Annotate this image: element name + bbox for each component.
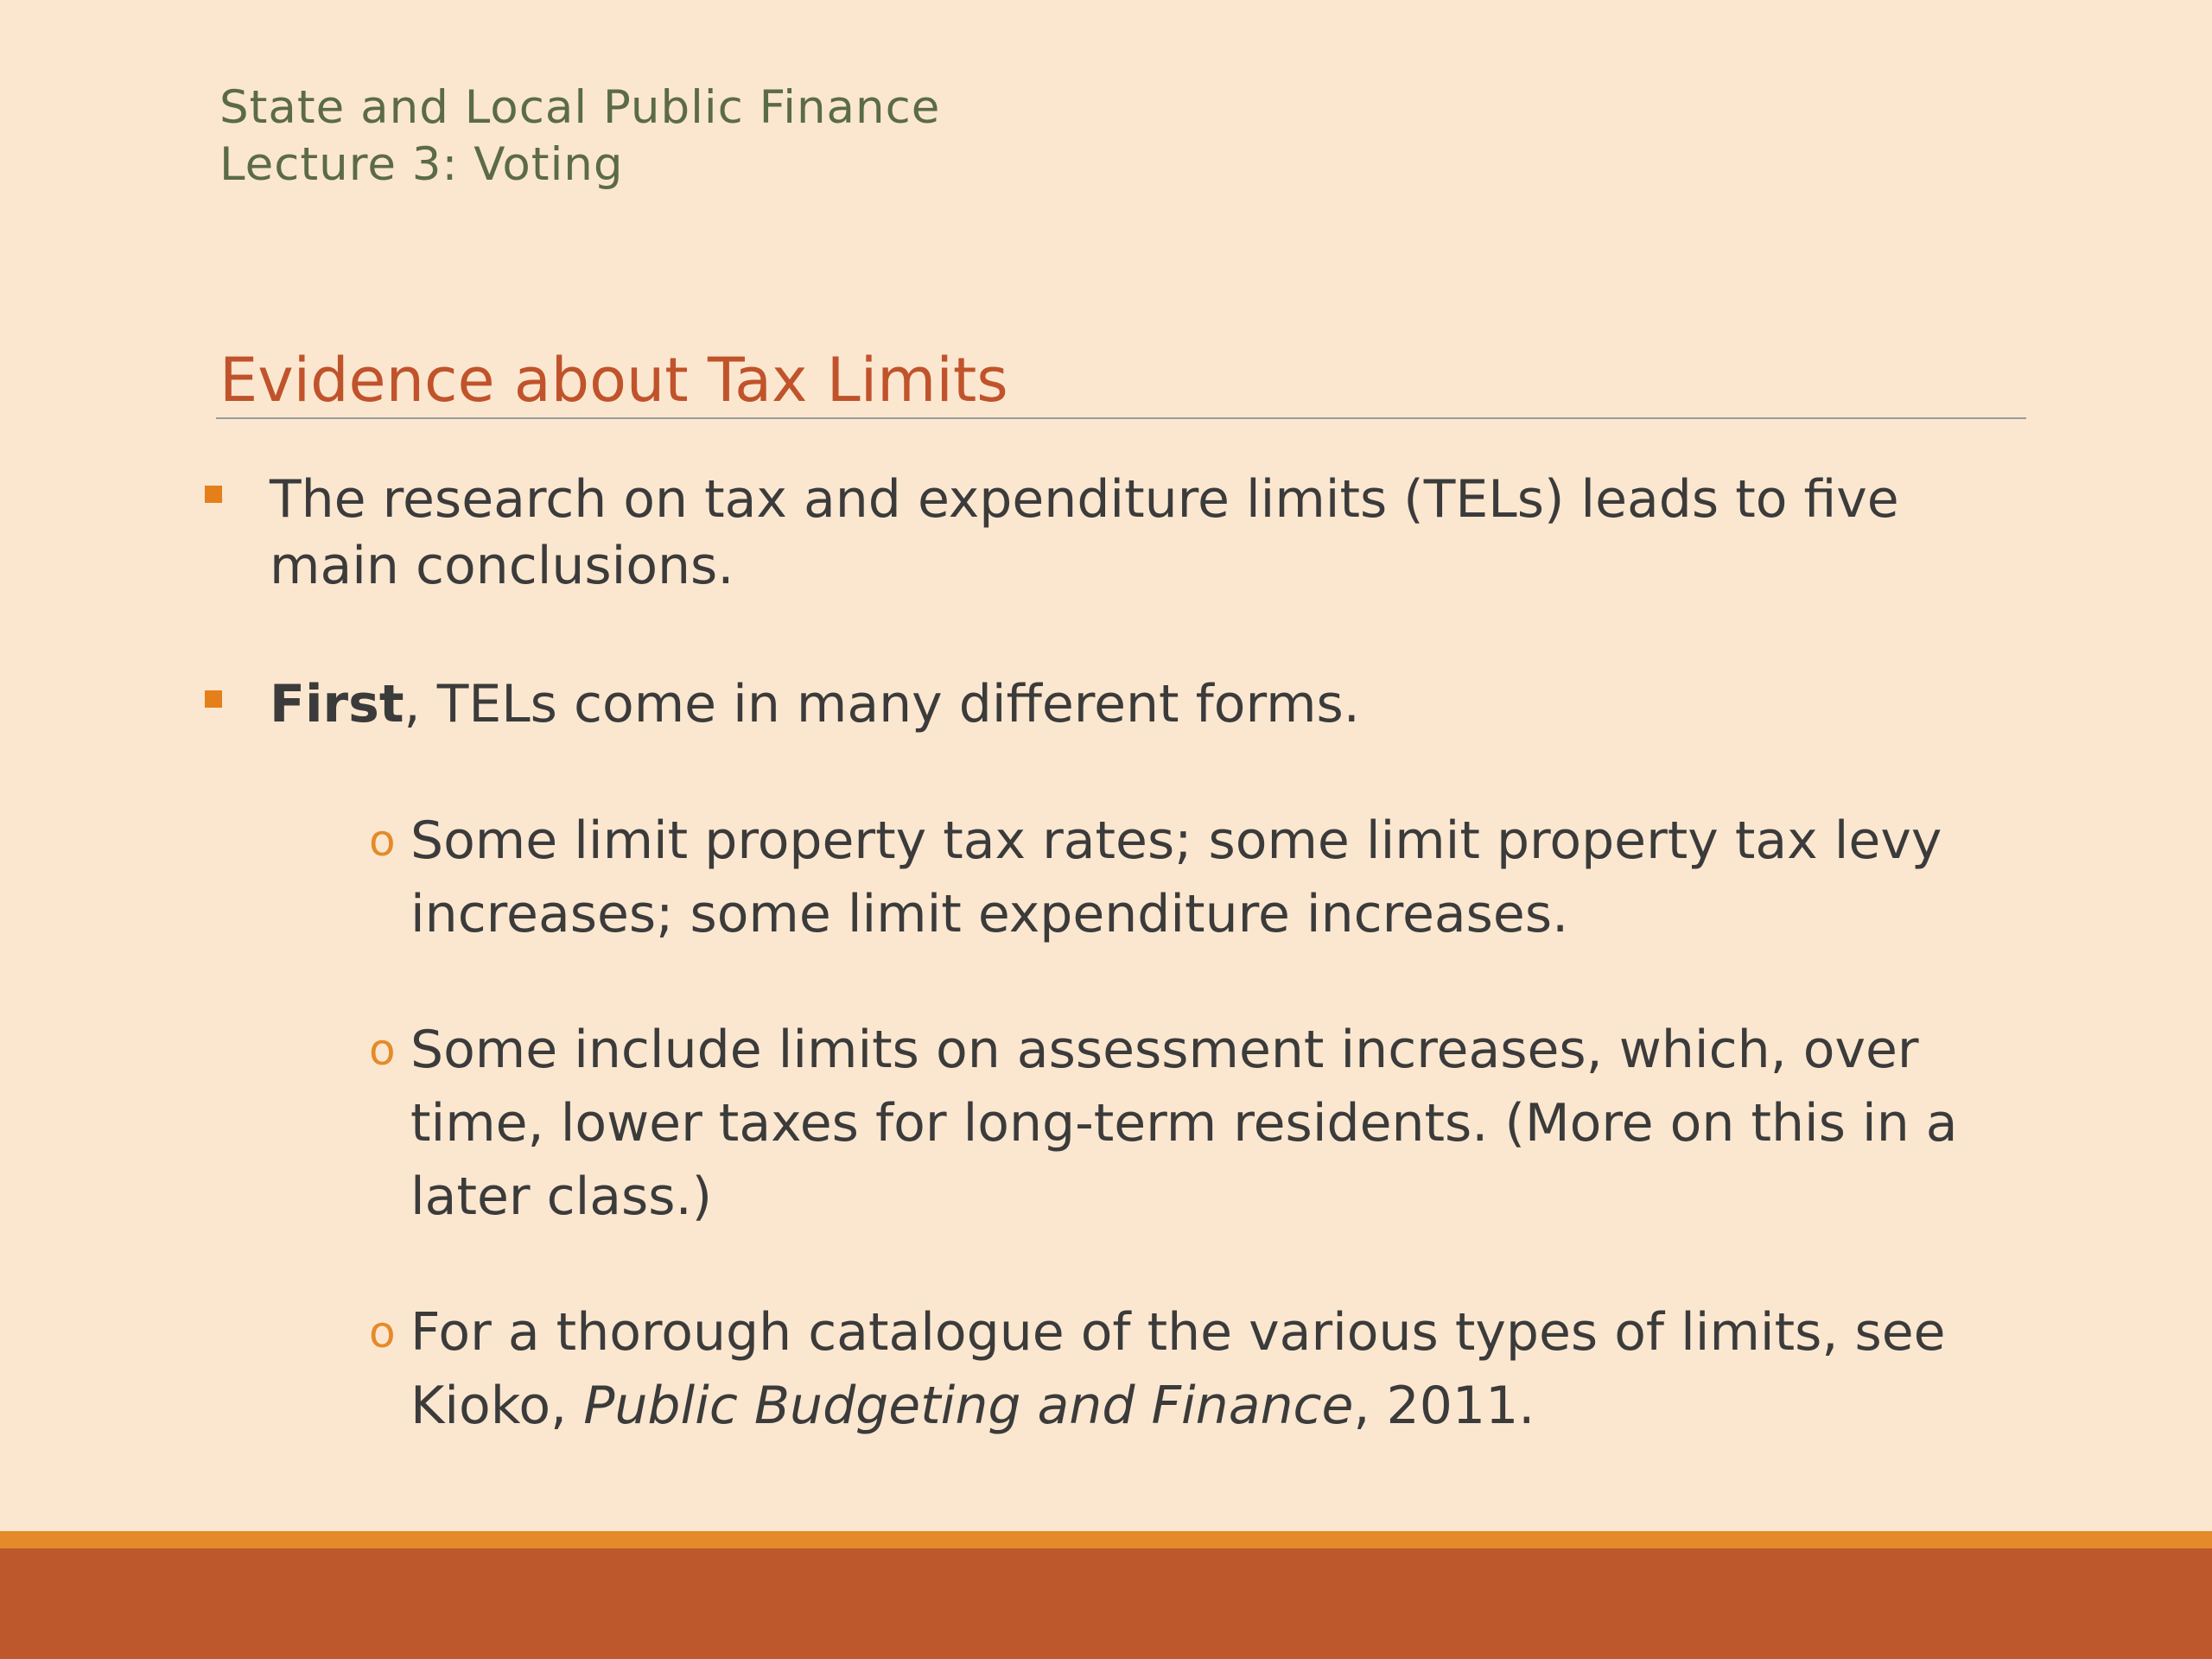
- lecture-title: Lecture 3: Voting: [219, 138, 624, 191]
- subbullet-item-limit-types: [369, 804, 2018, 951]
- course-title: State and Local Public Finance: [219, 81, 941, 134]
- course-header: [219, 79, 940, 194]
- subbullet-text: Some include limits on assessment increases, which, over time, lower taxes for long-term residents. (More on this in a later class.): [410, 1020, 1958, 1227]
- title-divider: [216, 417, 2026, 419]
- square-bullet-icon: [205, 486, 222, 503]
- footer-accent-stripe: [0, 1531, 2212, 1548]
- subbullet-item-assessment-limits: [369, 1014, 2018, 1234]
- bullet-item-tel-research: [270, 467, 1998, 600]
- square-bullet-icon: [205, 690, 222, 708]
- bullet-lead-bold: First: [270, 674, 404, 734]
- subbullet-text-before: For a thorough catalogue of the various types of limits, see Kioko,: [410, 1302, 1946, 1436]
- circle-bullet-icon: o: [369, 1025, 396, 1075]
- subbullet-text-after: , 2011.: [1353, 1376, 1535, 1436]
- publication-title: Public Budgeting and Finance: [583, 1376, 1354, 1436]
- subbullet-text: Some limit property tax rates; some limit property tax levy increases; some limit expenditure increases.: [410, 810, 1942, 944]
- circle-bullet-icon: o: [369, 816, 396, 866]
- footer-band: [0, 1548, 2212, 1659]
- subbullet-item-catalogue-reference: [369, 1296, 2018, 1443]
- circle-bullet-icon: o: [369, 1307, 396, 1357]
- bullet-item-first: [270, 671, 1998, 738]
- bullet-text: The research on tax and expenditure limits (TELs) leads to five main conclusions.: [270, 469, 1899, 596]
- bullet-text: , TELs come in many different forms.: [404, 674, 1360, 734]
- slide-title: Evidence about Tax Limits: [219, 345, 1008, 416]
